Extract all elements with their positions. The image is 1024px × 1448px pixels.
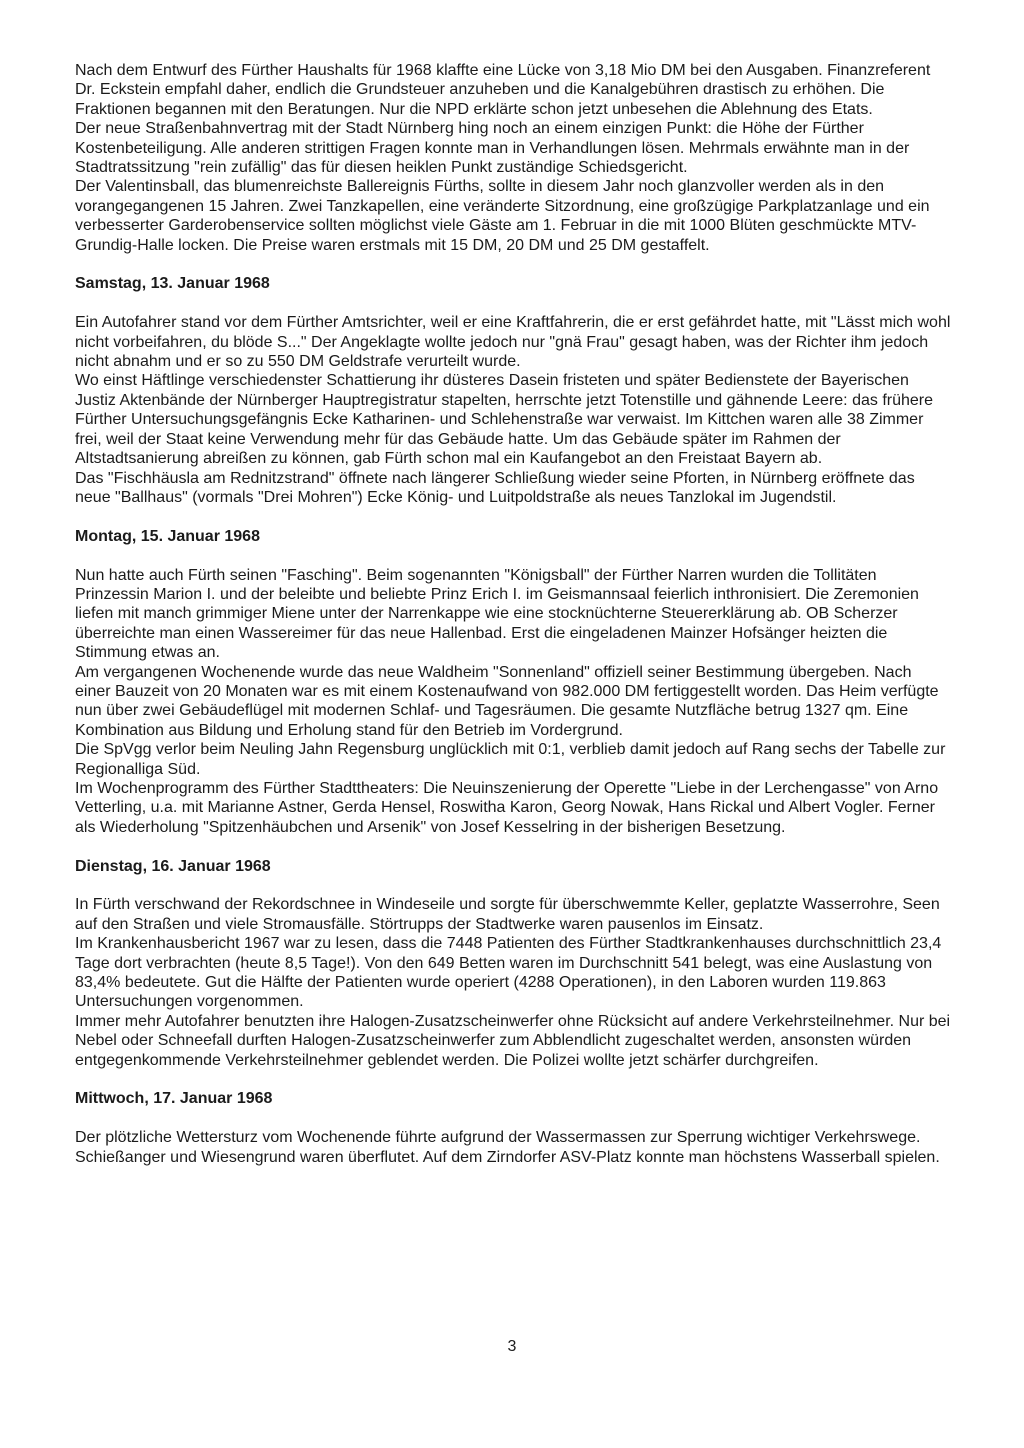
paragraph: Das "Fischhäusla am Rednitzstrand" öffnete nach längerer Schließung wieder seine Pforten, in Nürnberg eröffnete das neue "Ballhaus" (vormals "Drei Mohren") Ecke König- und Luitpoldstraße als neues Tanzlokal im Jugendstil. — [75, 469, 915, 506]
section-intro — [75, 61, 951, 255]
section-dienstag-16-januar-1968 — [75, 857, 951, 1070]
paragraph: Ein Autofahrer stand vor dem Fürther Amtsrichter, weil er eine Kraftfahrerin, die er erst gefährdet hatte, mit "Lässt mich wohl nicht vorbeifahren, du blöde S..." Der Angeklagte wollte jedoch nur "gnä Frau" gesagt haben, was der Richter ihm jedoch nicht abnahm und er so zu 550 DM Geldstrafe verurteilt wurde. — [75, 314, 951, 371]
paragraph: Nun hatte auch Fürth seinen "Fasching". Beim sogenannten "Königsball" der Fürther Narren wurden die Tollitäten Prinzessin Marion I. und der beleibte und beliebte Prinz Erich I. im Geismannsaal feierlich inthronisiert. Die Zeremonien liefen mit manch grimmiger Miene unter der Narrenkappe wie eine stocknüchterne Steuererklärung ab. OB Scherzer überreichte man einen Wassereimer für das neue Hallenbad. Erst die eingeladenen Mainzer Hofsänger heizten die Stimmung etwas an. — [75, 566, 919, 662]
section-samstag-13-januar-1968 — [75, 274, 951, 507]
paragraph: Im Krankenhausbericht 1967 war zu lesen, dass die 7448 Patienten des Fürther Stadtkrankenhauses durchschnittlich 23,4 Tage dort verbrachten (heute 8,5 Tage!). Von den 649 Betten waren im Durchschnitt 541 belegt, was eine Auslastung von 83,4% bedeutete. Gut die Hälfte der Patienten wurde operiert (4288 Operationen), in den Laboren wurden 119.863 Untersuchungen vorgenommen. — [75, 935, 942, 1011]
paragraph: In Fürth verschwand der Rekordschnee in Windeseile und sorgte für überschwemmte Keller, geplatzte Wasserrohre, Seen auf den Straßen und viele Stromausfälle. Störtrupps der Stadtwerke waren pausenlos im Einsatz. — [75, 896, 940, 933]
paragraph: Wo einst Häftlinge verschiedenster Schattierung ihr düsteres Dasein fristeten und später Bedienstete der Bayerischen Justiz Aktenbände der Nürnberger Hauptregistratur stapelten, herrschte jetzt Totenstille und gähnende Leere: das frühere Fürther Untersuchungsgefängnis Ecke Katharinen- und Schlehenstraße war verwaist. Im Kittchen waren alle 38 Zimmer frei, weil der Staat keine Verwendung mehr für das Gebäude hatte. Um das Gebäude später im Rahmen der Altstadtsanierung abreißen zu können, gab Fürth schon mal ein Kaufangebot an den Freistaat Bayern ab. — [75, 372, 934, 468]
section-heading: Mittwoch, 17. Januar 1968 — [75, 1090, 273, 1108]
section-heading: Dienstag, 16. Januar 1968 — [75, 857, 271, 875]
paragraph: Nach dem Entwurf des Fürther Haushalts für 1968 klaffte eine Lücke von 3,18 Mio DM bei den Ausgaben. Finanzreferent Dr. Eckstein empfahl daher, endlich die Grundsteuer anzuheben und die Kanalgebühren drastisch zu erhöhen. Die Fraktionen begannen mit den Beratungen. Nur die NPD erklärte schon jetzt unbesehen die Ablehnung des Etats. — [75, 62, 931, 118]
document-content — [75, 61, 951, 1167]
paragraph: Immer mehr Autofahrer benutzten ihre Halogen-Zusatzscheinwerfer ohne Rücksicht auf andere Verkehrsteilnehmer. Nur bei Nebel oder Schneefall durften Halogen-Zusatzscheinwerfer zum Abblendlicht zugeschaltet werden, ansonsten würden entgegenkommende Verkehrsteilnehmer geblendet werden. Die Polizei wollte jetzt schärfer durchgreifen. — [75, 1012, 951, 1069]
section-heading: Montag, 15. Januar 1968 — [75, 527, 260, 545]
section-heading: Samstag, 13. Januar 1968 — [75, 275, 270, 293]
paragraph: Der plötzliche Wettersturz vom Wochenende führte aufgrund der Wassermassen zur Sperrung wichtiger Verkehrswege. Schießanger und Wiesengrund waren überflutet. Auf dem Zirndorfer ASV-Platz konnte man höchstens Wasserball spielen. — [75, 1129, 940, 1166]
section-montag-15-januar-1968 — [75, 527, 951, 837]
paragraph: Am vergangenen Wochenende wurde das neue Waldheim "Sonnenland" offiziell seiner Bestimmung übergeben. Nach einer Bauzeit von 20 Monaten war es mit einem Kostenaufwand von 982.000 DM fertiggestellt worden. Das Heim verfügte nun über zwei Gebäudeflügel mit modernen Schlaf- und Tagesräumen. Die gesamte Nutzfläche betrug 1327 qm. Eine Kombination aus Bildung und Erholung stand für den Betrieb im Vordergrund. — [75, 663, 939, 739]
paragraph: Die SpVgg verlor beim Neuling Jahn Regensburg unglücklich mit 0:1, verblieb damit jedoch auf Rang sechs der Tabelle zur Regionalliga Süd. — [75, 741, 946, 778]
paragraph: Der neue Straßenbahnvertrag mit der Stadt Nürnberg hing noch an einem einzigen Punkt: die Höhe der Fürther Kostenbeteiligung. Alle anderen strittigen Fragen konnte man in Verhandlungen lösen. Mehrmals erwähnte man in der Stadtratssitzung "rein zufällig" das für diesen heiklen Punkt zuständige Schiedsgericht. — [75, 120, 910, 177]
page-number: 3 — [507, 1338, 517, 1355]
paragraph: Der Valentinsball, das blumenreichste Ballereignis Fürths, sollte in diesem Jahr noch glanzvoller werden als in den vorangegangenen 15 Jahren. Zwei Tanzkapellen, eine veränderte Sitzordnung, eine großzügige Parkplatzanlage und ein verbesserter Garderobenservice sollten möglichst viele Gäste am 1. Februar in die mit 1000 Blüten geschmückte MTV-Grundig-Halle locken. Die Preise waren erstmals mit 15 DM, 20 DM und 25 DM gestaffelt. — [75, 178, 930, 254]
section-mittwoch-17-januar-1968 — [75, 1089, 951, 1167]
paragraph: Im Wochenprogramm des Fürther Stadttheaters: Die Neuinszenierung der Operette "Liebe in der Lerchengasse" von Arno Vetterling, u.a. mit Marianne Astner, Gerda Hensel, Roswitha Karon, Georg Nowak, Hans Rickal und Albert Vogler. Ferner als Wiederholung "Spitzenhäubchen und Arsenik" von Josef Kesselring in der bisherigen Besetzung. — [75, 779, 939, 836]
